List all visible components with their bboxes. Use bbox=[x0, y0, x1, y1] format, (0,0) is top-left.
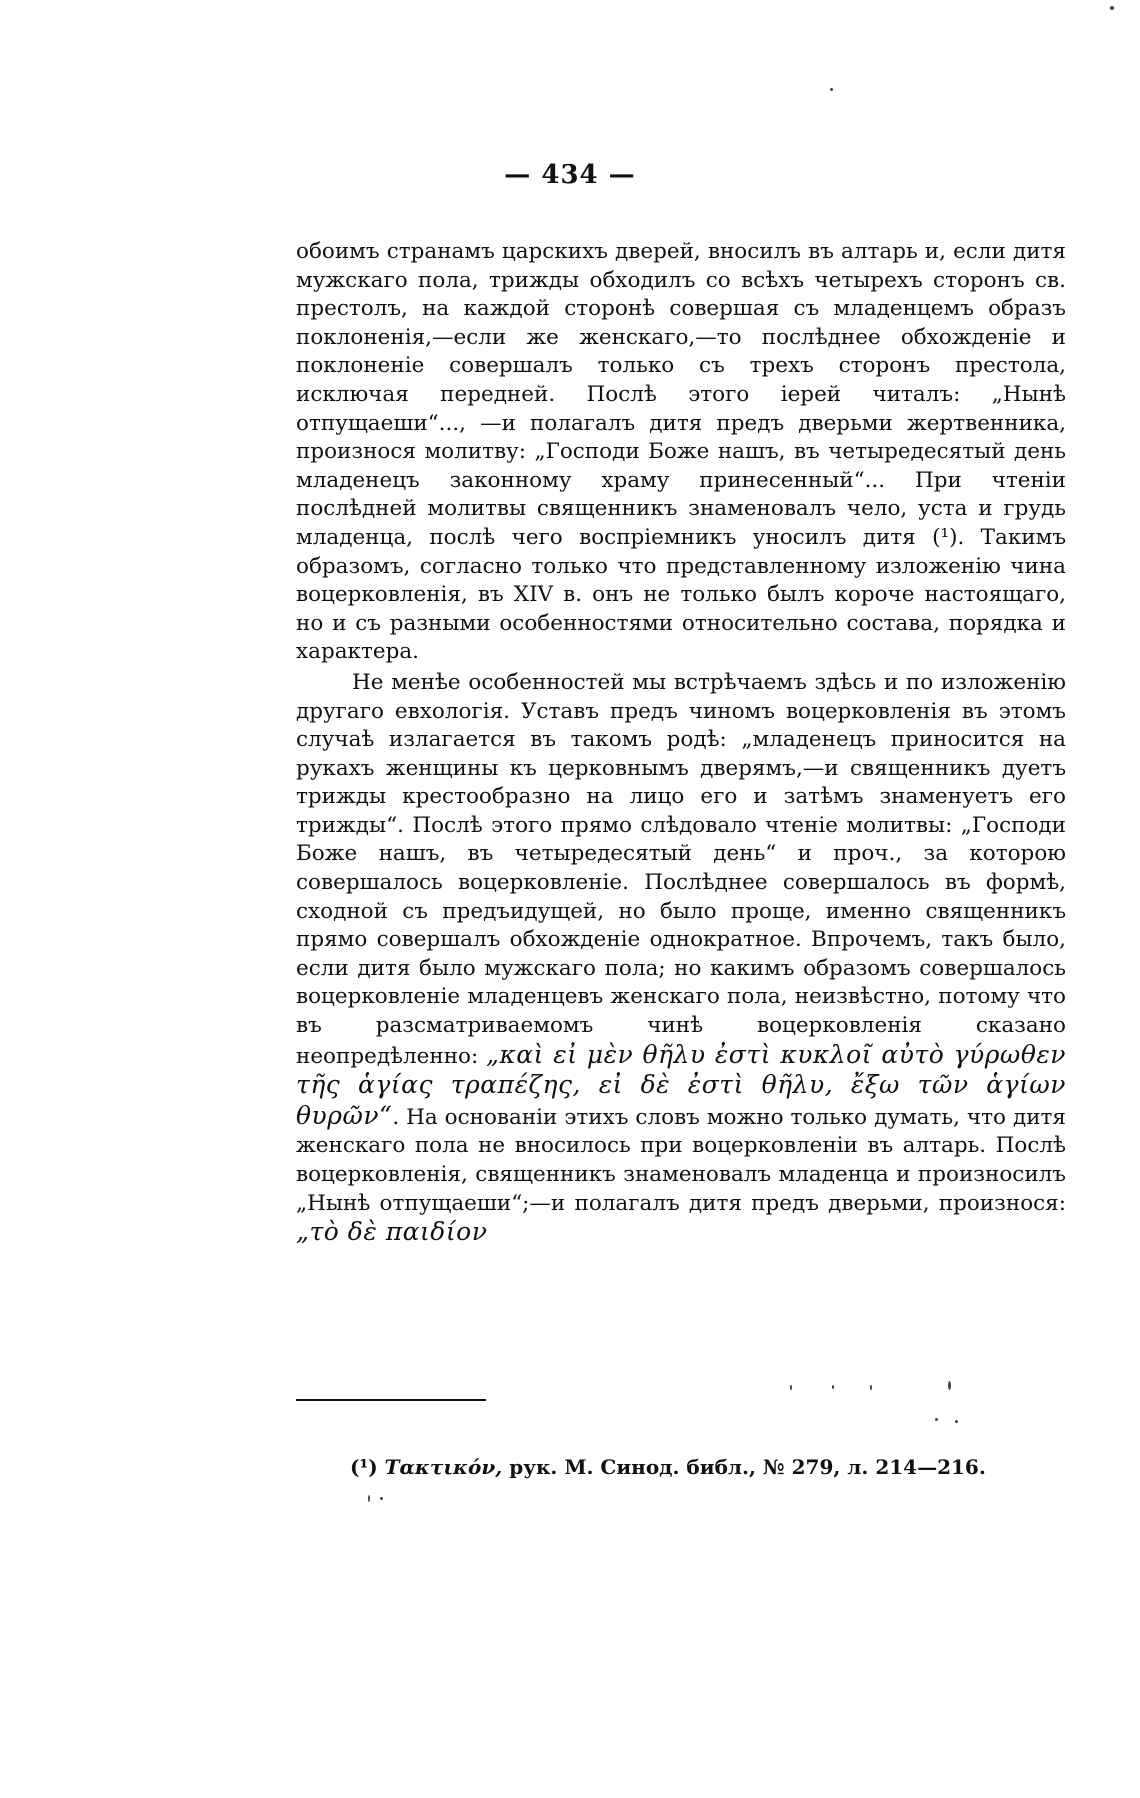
footnote bbox=[350, 1454, 1050, 1480]
footnote-divider bbox=[296, 1399, 486, 1401]
main-text bbox=[296, 238, 1066, 1249]
scan-speck bbox=[935, 1418, 938, 1421]
scan-speck bbox=[1110, 6, 1114, 10]
scan-speck bbox=[832, 1385, 834, 1389]
scan-speck bbox=[948, 1381, 951, 1390]
paragraph-2-text: Не менѣе особенностей мы встрѣчаемъ здѣсь и по изложенію другаго евхологія. Уставъ предъ чиномъ воцерковленія въ этомъ случаѣ излагается въ такомъ родѣ: „младенецъ приносится на рукахъ женщины къ церковнымъ дверямъ,—и священникъ дуетъ трижды крестообразно на лицо его и затѣмъ знаменуетъ его трижды“. Послѣ этого прямо слѣдовало чтеніе молитвы: „Господи Боже нашъ, въ четыредесятый день“ и проч., за которою совершалось воцерковленіе. Послѣднее совершалось въ формѣ, сходной съ предъидущей, но было проще, именно священникъ прямо совершалъ обхожденіе однократное. Впрочемъ, такъ было, если дитя было мужскаго пола; но какимъ образомъ совершалось воцерковленіе младенцевъ женскаго пола, неизвѣстно, потому что въ разсматриваемомъ чинѣ воцерковленія сказано неопредѣленно: bbox=[296, 669, 1066, 1069]
footnote-source-title: Τακτικόν, bbox=[384, 1455, 503, 1479]
scan-speck bbox=[790, 1385, 792, 1390]
scan-speck bbox=[830, 88, 833, 91]
footnote-reference: рук. М. Синод. библ., № 279, л. 214—216. bbox=[509, 1455, 986, 1479]
scan-speck bbox=[368, 1495, 370, 1502]
paragraph-2 bbox=[296, 669, 1066, 1249]
scan-speck bbox=[380, 1497, 383, 1500]
greek-quotation-end: „τὸ δὲ παιδίον bbox=[296, 1217, 488, 1247]
paragraph-1: обоимъ странамъ царскихъ дверей, вносилъ въ алтарь и, если дитя мужскаго пола, трижды обходилъ со всѣхъ четырехъ сторонъ св. престолъ, на каждой сторонѣ совершая съ младенцемъ образъ поклоненія,—если же женскаго,—то послѣднее обхожденіе и поклоненіе совершалъ только съ трехъ сторонъ престола, исключая передней. Послѣ этого іерей читалъ: „Нынѣ отпущаеши“..., —и полагалъ дитя предъ дверьми жертвенника, произнося молитву: „Господи Боже нашъ, въ четыредесятый день младенецъ законному храму принесенный“... При чтеніи послѣдней молитвы священникъ знаменовалъ чело, уста и грудь младенца, послѣ чего воспріемникъ уносилъ дитя (¹). Такимъ образомъ, согласно только что представленному изложенію чина воцерковленія, въ XIV в. онъ не только былъ короче настоящаго, но и съ разными особенностями относительно состава, порядка и характера. bbox=[296, 239, 1066, 665]
scan-speck bbox=[870, 1385, 872, 1390]
scan-speck bbox=[955, 1420, 958, 1423]
paragraph-2-continuation: . На основаніи этихъ словъ можно только думать, что дитя женскаго пола не вносилось при воцерковленіи въ алтарь. Послѣ воцерковленія, священникъ знаменовалъ младенца и произносилъ „Нынѣ отпущаеши“;—и полагалъ дитя предъ дверьми, произнося: bbox=[296, 1104, 1066, 1216]
footnote-marker: (¹) bbox=[350, 1455, 378, 1479]
page-number: — 434 — bbox=[504, 160, 636, 190]
greek-quotation: „καὶ εἰ μὲν θῆλυ ἐστὶ κυκλοῖ αὐτὸ γύρωθεν τῆς ἁγίας τραπέζης, εἰ δὲ ἐστὶ θῆλυ, ἔξω τῶν ἁγίων θυρῶν“ bbox=[296, 1039, 1066, 1130]
